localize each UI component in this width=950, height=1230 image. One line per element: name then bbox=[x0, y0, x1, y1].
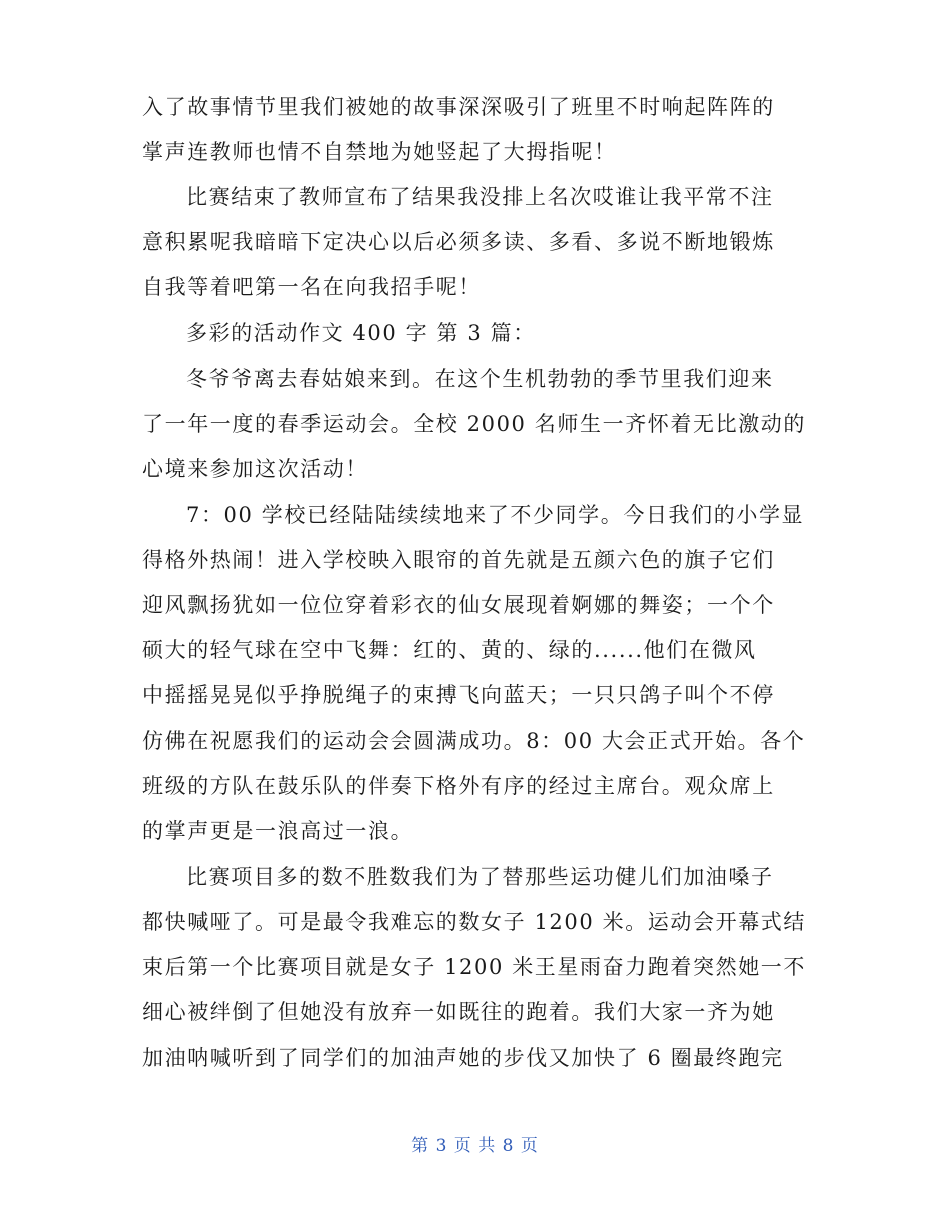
text-line: 仿佛在祝愿我们的运动会会圆满成功。8：00 大会正式开始。各个 bbox=[142, 729, 806, 753]
text-line: 的掌声更是一浪高过一浪。 bbox=[142, 819, 414, 843]
text-line: 得格外热闹！进入学校映入眼帘的首先就是五颜六色的旗子它们 bbox=[142, 548, 775, 572]
section-heading: 多彩的活动作文 400 字 第 3 篇： bbox=[186, 321, 536, 345]
text-line: 入了故事情节里我们被她的故事深深吸引了班里不时响起阵阵的 bbox=[142, 95, 775, 119]
text-line: 都快喊哑了。可是最令我难忘的数女子 1200 米。运动会开幕式结 bbox=[142, 910, 806, 934]
text-line: 7：00 学校已经陆陆续续地来了不少同学。今日我们的小学显 bbox=[186, 503, 805, 527]
text-line: 了一年一度的春季运动会。全校 2000 名师生一齐怀着无比激动的 bbox=[142, 412, 806, 436]
text-line: 冬爷爷离去春姑娘来到。在这个生机勃勃的季节里我们迎来 bbox=[186, 367, 774, 391]
page-number-footer: 第 3 页 共 8 页 bbox=[411, 1136, 539, 1156]
text-line: 心境来参加这次活动！ bbox=[142, 457, 368, 481]
text-line: 自我等着吧第一名在向我招手呢！ bbox=[142, 275, 481, 299]
text-line: 束后第一个比赛项目就是女子 1200 米王星雨奋力跑着突然她一不 bbox=[142, 955, 806, 979]
text-line: 意积累呢我暗暗下定决心以后必须多读、多看、多说不断地锻炼 bbox=[142, 230, 775, 254]
text-line: 细心被绊倒了但她没有放弃一如既往的跑着。我们大家一齐为她 bbox=[142, 1000, 775, 1024]
text-line: 迎风飘扬犹如一位位穿着彩衣的仙女展现着婀娜的舞姿；一个个 bbox=[142, 593, 775, 617]
text-line: 中摇摇晃晃似乎挣脱绳子的束搏飞向蓝天；一只只鸽子叫个不停 bbox=[142, 683, 775, 707]
text-line: 班级的方队在鼓乐队的伴奏下格外有序的经过主席台。观众席上 bbox=[142, 774, 775, 798]
text-line: 比赛项目多的数不胜数我们为了替那些运功健儿们加油嗓子 bbox=[186, 865, 774, 889]
text-line: 硕大的轻气球在空中飞舞：红的、黄的、绿的......他们在微风 bbox=[142, 638, 757, 662]
text-line: 掌声连教师也情不自禁地为她竖起了大拇指呢！ bbox=[142, 140, 617, 164]
text-line: 比赛结束了教师宣布了结果我没排上名次哎谁让我平常不注 bbox=[186, 185, 774, 209]
text-line: 加油呐喊听到了同学们的加油声她的步伐又加快了 6 圈最终跑完 bbox=[142, 1046, 784, 1070]
